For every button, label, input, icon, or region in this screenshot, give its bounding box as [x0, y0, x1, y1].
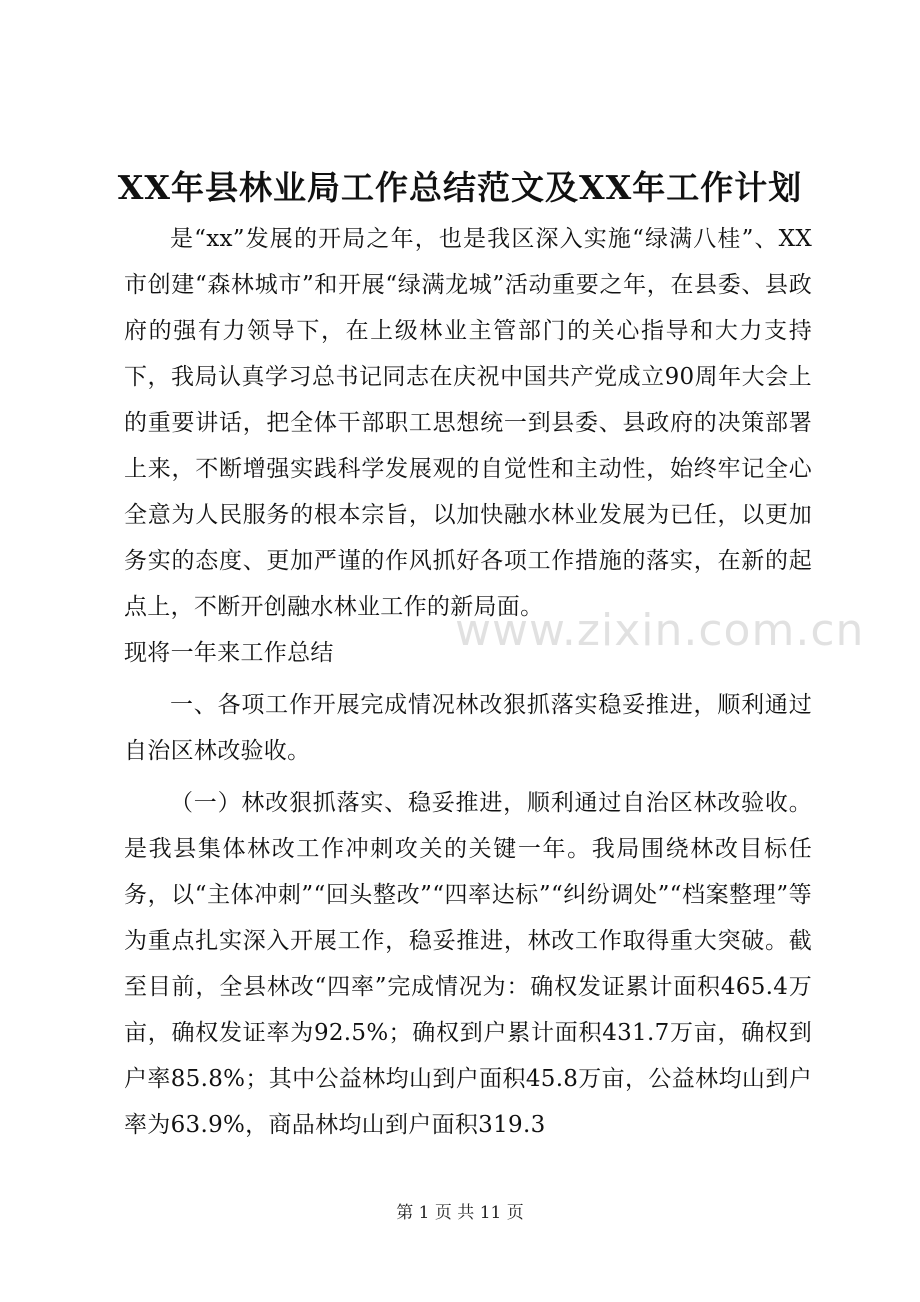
paragraph-subsection-one: （一）林改狠抓落实、稳妥推进，顺利通过自治区林改验收。是我县集体林改工作冲刺攻关的关键一年。我局围绕林改目标任务，以“主体冲刺”“回头整改”“四率达标”“纠纷调处”“档案整理”等为重点扎实深入开展工作，稳妥推进，林改工作取得重大突破。截至目前，全县林改“四率”完成情况为：确权发证累计面积465.4万亩，确权发证率为92.5%；确权到户累计面积431.7万亩，确权到户率85.8%；其中公益林均山到户面积45.8万亩，公益林均山到户率为63.9%，商品林均山到户面积319.3 — [124, 790, 812, 1138]
paragraph-summary-line: 现将一年来工作总结 — [124, 640, 334, 666]
document-title: XX年县林业局工作总结范文及XX年工作计划 — [117, 168, 803, 207]
page-number-footer: 第 1 页 共 11 页 — [396, 1203, 524, 1223]
watermark-text: www.zixin.com.cn — [455, 605, 865, 656]
paragraph-section-one: 一、各项工作开展完成情况林改狠抓落实稳妥推进，顺利通过自治区林改验收。 — [124, 692, 812, 764]
document-body — [124, 216, 812, 1148]
paragraph-intro: 是“xx”发展的开局之年，也是我区深入实施“绿满八桂”、XX市创建“森林城市”和开展“绿满龙城”活动重要之年，在县委、县政府的强有力领导下，在上级林业主管部门的关心指导和大力支持下，我局认真学习总书记同志在庆祝中国共产党成立90周年大会上的重要讲话，把全体干部职工思想统一到县委、县政府的决策部署上来，不断增强实践科学发展观的自觉性和主动性，始终牢记全心全意为人民服务的根本宗旨，以加快融水林业发展为已任，以更加务实的态度、更加严谨的作风抓好各项工作措施的落实，在新的起点上，不断开创融水林业工作的新局面。 — [124, 226, 812, 620]
